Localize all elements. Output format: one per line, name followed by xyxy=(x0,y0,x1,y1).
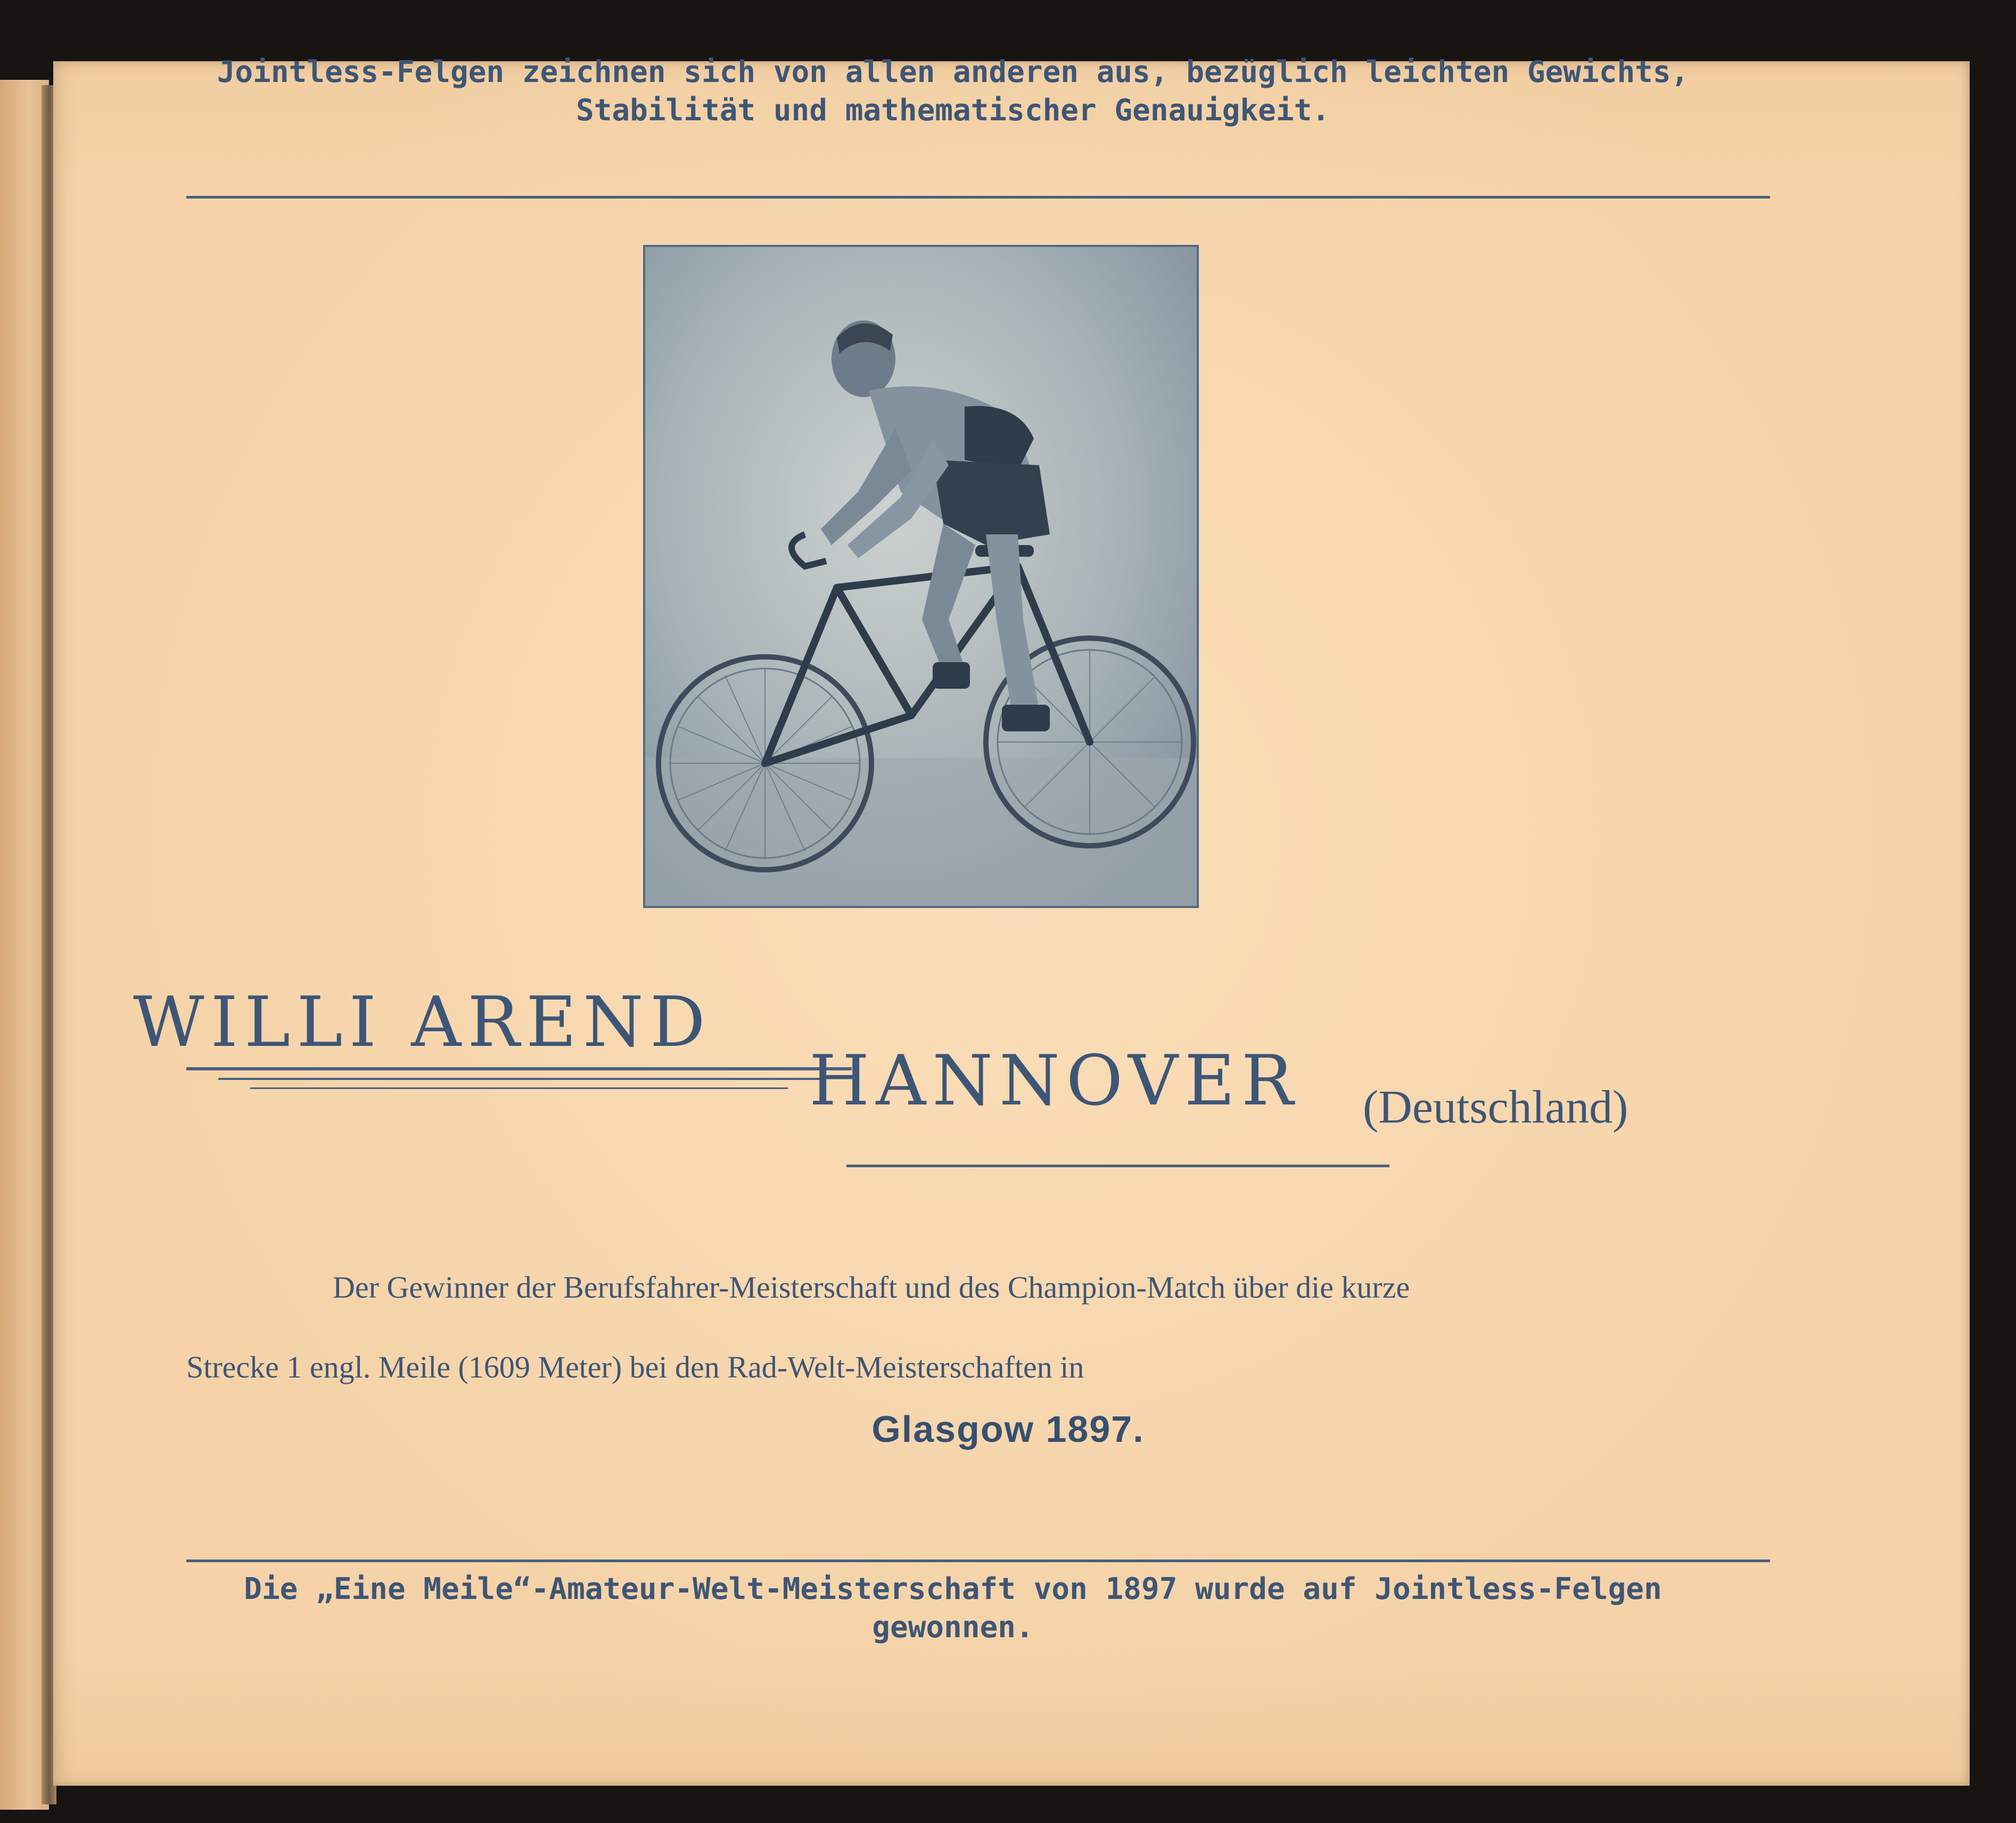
rider-city: HANNOVER xyxy=(809,1040,1300,1121)
footer-line-2: gewonnen. xyxy=(872,1610,1034,1645)
header-note xyxy=(133,53,1773,130)
body-line-1: Der Gewinner der Berufsfahrer-Meisterschaft und des Champion-Match über die kurze xyxy=(333,1270,1410,1305)
city-underline xyxy=(846,1165,1389,1167)
footer-rule xyxy=(186,1560,1770,1562)
header-line-2: Stabilität und mathematischer Genauigkeit. xyxy=(575,93,1330,128)
rider-country: (Deutschland) xyxy=(1363,1082,1628,1133)
name-underline-1 xyxy=(186,1067,852,1070)
body-line-2: Strecke 1 engl. Meile (1609 Meter) bei den Rad-Welt-Meisterschaften in xyxy=(186,1350,1084,1384)
event-place: Glasgow 1897. xyxy=(871,1408,1145,1450)
footer-note xyxy=(133,1570,1773,1647)
header-line-1: Jointless-Felgen zeichnen sich von allen anderen aus, bezüglich leichten Gewichts, xyxy=(217,55,1689,89)
footer-line-1: Die „Eine Meile“-Amateur-Welt-Meisterschaft von 1897 wurde auf Jointless-Felgen xyxy=(244,1572,1662,1606)
name-underline-2 xyxy=(218,1078,820,1080)
rider-name: WILLI AREND xyxy=(133,981,712,1062)
cyclist-photo xyxy=(643,245,1199,908)
name-underline-3 xyxy=(250,1087,788,1089)
header-rule xyxy=(186,196,1770,199)
